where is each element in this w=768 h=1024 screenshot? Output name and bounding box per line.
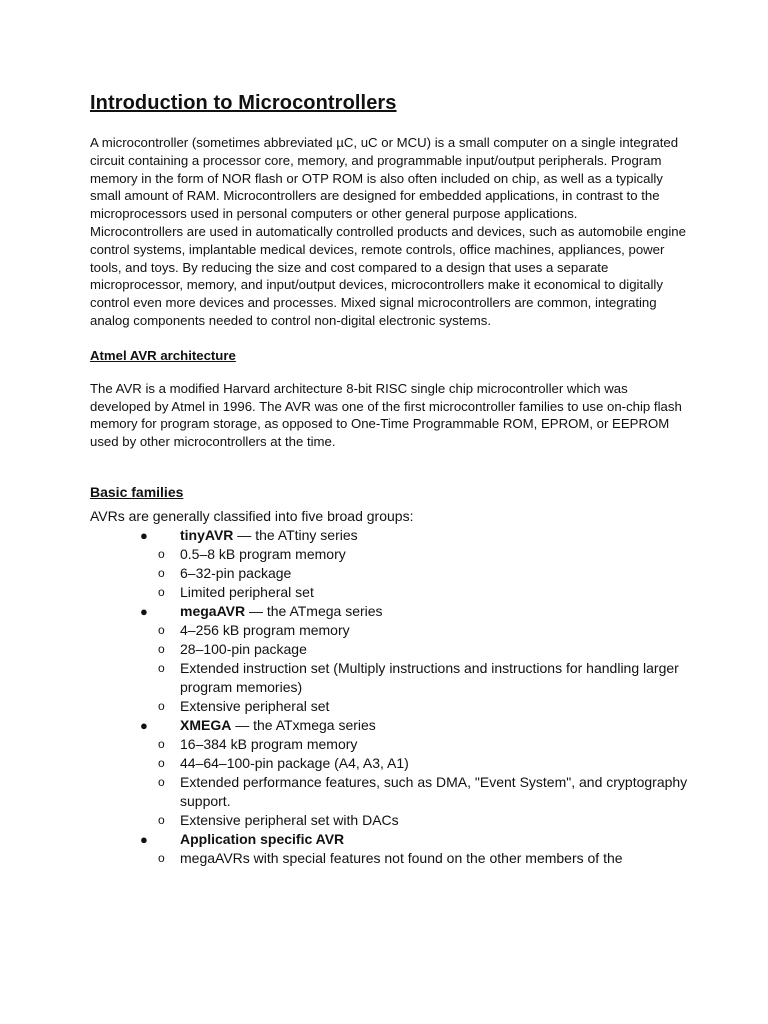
feature-text: Extensive peripheral set with DACs — [180, 811, 399, 828]
circle-bullet-icon: o — [158, 698, 165, 713]
feature-item — [90, 640, 690, 659]
circle-bullet-icon: o — [158, 774, 165, 789]
feature-item — [90, 754, 690, 773]
families-list — [90, 526, 690, 868]
feature-item — [90, 735, 690, 754]
circle-bullet-icon: o — [158, 812, 165, 827]
basic-families-heading: Basic families — [90, 483, 184, 500]
intro-paragraph-2: Microcontrollers are used in automatically controlled products and devices, such as automobile engine control systems, implantable medical devices, remote controls, office machines, appliances, power tools, and toys. By reducing the size and cost compared to a design that uses a separate microprocessor, memory, and input/output devices, microcontrollers make it economical to digitally control even more devices and processes. Mixed signal microcontrollers are common, integrating analog components needed to control non-digital electronic systems. — [90, 223, 686, 328]
family-item — [90, 526, 690, 602]
feature-list — [90, 849, 690, 868]
circle-bullet-icon: o — [158, 755, 165, 770]
avr-architecture-heading: Atmel AVR architecture — [90, 347, 236, 363]
feature-text: 28–100-pin package — [180, 640, 307, 657]
family-item — [90, 830, 690, 868]
circle-bullet-icon: o — [158, 736, 165, 751]
feature-text: Extended instruction set (Multiply instructions and instructions for handling larger program memories) — [180, 659, 679, 695]
circle-bullet-icon: o — [158, 584, 165, 599]
intro-paragraph-1: A microcontroller (sometimes abbreviated µC, uC or MCU) is a small computer on a single integrated circuit containing a processor core, memory, and programmable input/output peripherals. Program memory in the form of NOR flash or OTP ROM is also often included on chip, as well as a typically small amount of RAM. Microcontrollers are designed for embedded applications, in contrast to the microprocessors used in personal computers or other general purpose applications. — [90, 135, 679, 222]
family-header — [90, 526, 690, 545]
feature-list — [90, 735, 690, 830]
bullet-icon: ● — [140, 527, 148, 543]
document-content — [90, 88, 690, 868]
feature-item — [90, 564, 690, 583]
family-name: megaAVR — [180, 602, 246, 619]
family-header — [90, 602, 690, 621]
feature-text: Extended performance features, such as DMA, "Event System", and cryptography support. — [180, 773, 688, 809]
feature-text: Extensive peripheral set — [180, 697, 330, 714]
bullet-icon: ● — [140, 717, 148, 733]
feature-text: 4–256 kB program memory — [180, 621, 350, 638]
family-item — [90, 716, 690, 830]
circle-bullet-icon: o — [158, 641, 165, 656]
feature-item — [90, 849, 690, 868]
family-header — [90, 716, 690, 735]
feature-list — [90, 545, 690, 602]
bullet-icon: ● — [140, 831, 148, 847]
circle-bullet-icon: o — [158, 660, 165, 675]
feature-text: 16–384 kB program memory — [180, 735, 358, 752]
feature-item — [90, 697, 690, 716]
feature-item — [90, 621, 690, 640]
feature-item — [90, 659, 690, 697]
feature-item — [90, 811, 690, 830]
feature-text: megaAVRs with special features not found on the other members of the — [180, 849, 623, 866]
circle-bullet-icon: o — [158, 546, 165, 561]
page-title: Introduction to Microcontrollers — [90, 92, 397, 114]
family-header — [90, 830, 690, 849]
bullet-icon: ● — [140, 603, 148, 619]
family-name: tinyAVR — [180, 526, 234, 543]
families-intro: AVRs are generally classified into five broad groups: — [90, 507, 414, 524]
circle-bullet-icon: o — [158, 850, 165, 865]
family-description: — the ATxmega series — [231, 716, 376, 733]
family-name: XMEGA — [180, 716, 232, 733]
family-description: — the ATmega series — [245, 602, 383, 619]
feature-item — [90, 583, 690, 602]
feature-item — [90, 545, 690, 564]
feature-text: Limited peripheral set — [180, 583, 314, 600]
avr-architecture-paragraph: The AVR is a modified Harvard architecture 8-bit RISC single chip microcontroller which was developed by Atmel in 1996. The AVR was one of the first microcontroller families to use on-chip flash memory for program storage, as opposed to One-Time Programmable ROM, EPROM, or EEPROM used by other microcontrollers at the time. — [90, 380, 682, 450]
feature-text: 6–32-pin package — [180, 564, 292, 581]
feature-text: 0.5–8 kB program memory — [180, 545, 346, 562]
family-description: — the ATtiny series — [233, 526, 358, 543]
feature-item — [90, 773, 690, 811]
family-name: Application specific AVR — [180, 830, 345, 847]
feature-list — [90, 621, 690, 716]
circle-bullet-icon: o — [158, 565, 165, 580]
circle-bullet-icon: o — [158, 622, 165, 637]
feature-text: 44–64–100-pin package (A4, A3, A1) — [180, 754, 409, 771]
family-item — [90, 602, 690, 716]
